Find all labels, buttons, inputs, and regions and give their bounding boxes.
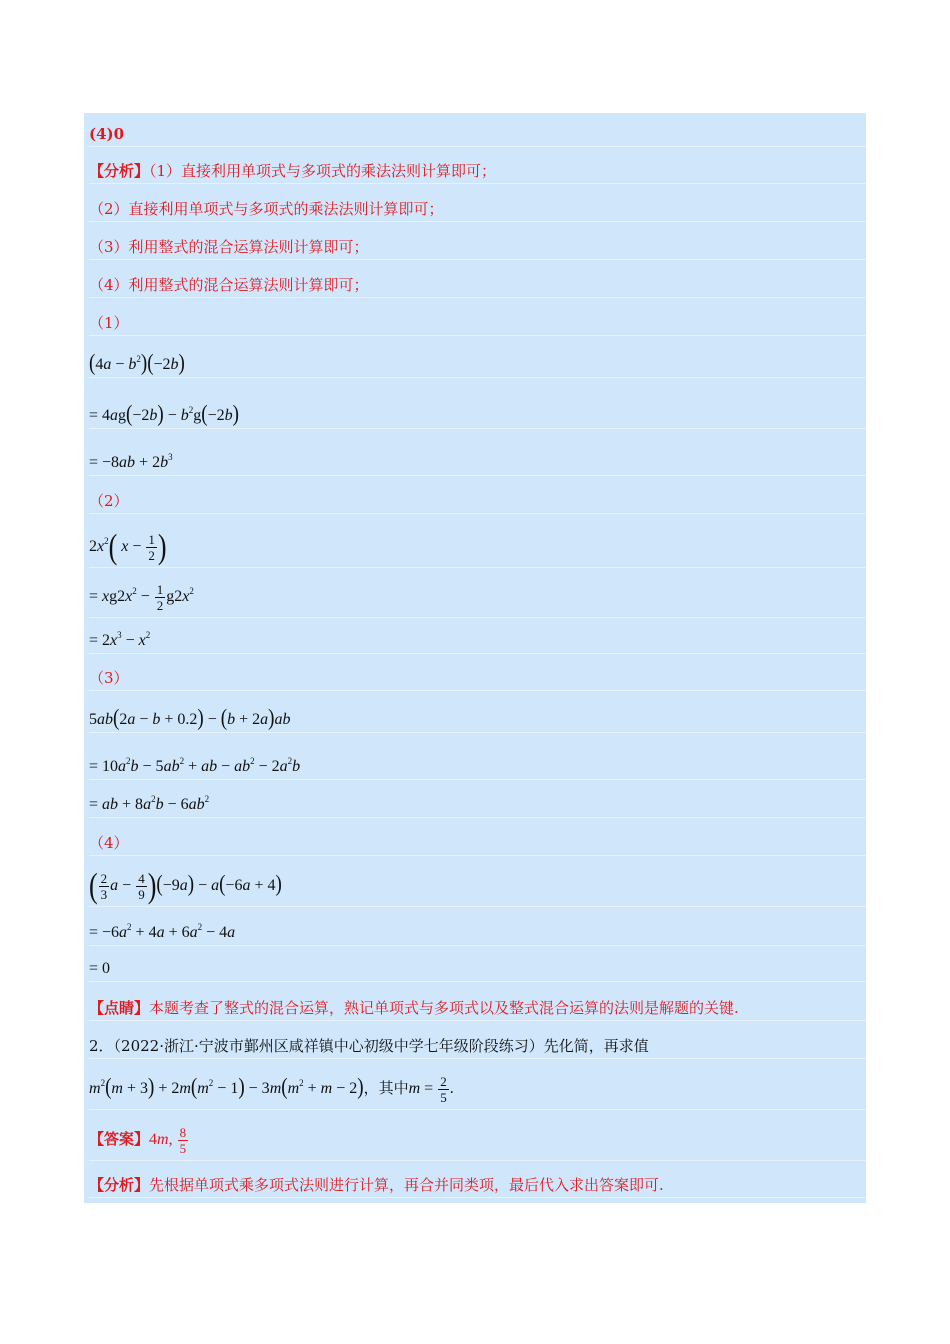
question-2-prefix: 2．（2022·浙江·宁波市鄞州区咸祥镇中心初级中学七年级阶段练习）先化简，再求值 <box>89 1036 866 1059</box>
question-2-expression: $m^2(m + 3) + 2m(m^2 - 1) - 3m(m^2 + m - 2)$，其中m = $\frac{2}{5}$ . <box>89 1070 866 1110</box>
part-2-expression: $2x^2$( x − $\frac{1}{2}$ ) <box>89 529 866 568</box>
part-1-step-1: = $4ag(-2b) - b^2g(-2b)$ <box>89 406 866 429</box>
part-2-step-2: = $2x^3 - x^2$ <box>89 631 866 654</box>
part-3-step-2: = ab + $8a^2b - 6ab^2$ <box>89 795 866 818</box>
analysis-2-tag: 【分析】 <box>89 1176 150 1194</box>
part-3-expression: 5ab(2a − b + 0.2) − (b + 2a)ab <box>89 710 866 733</box>
answer-line: 【答案】4m, $\frac{8}{5}$ <box>89 1121 866 1161</box>
part-3-step-1: = $10a^2b - 5ab^2$ + ab − $ab^2 - 2a^2b$ <box>89 757 866 780</box>
analysis-line-3: （3）利用整式的混合运算法则计算即可； <box>89 237 866 260</box>
solution-panel <box>84 113 866 1203</box>
analysis-tag: 【分析】 <box>89 162 150 180</box>
part-4-step-1: = $-6a^2 + 4a + 6a^2 - 4a$ <box>89 923 866 946</box>
part-2-step-1: = $xg2x^2$ − $\frac{1}{2}$ $g2x^2$ <box>89 579 866 618</box>
part-4-step-2: = 0 <box>89 959 866 982</box>
analysis-line-2: （2）直接利用单项式与多项式的乘法法则计算即可； <box>89 199 866 222</box>
part-1-expression: $(4a - b^2)(-2b)$ <box>89 355 866 378</box>
question-2-where: ，其中 <box>363 1079 409 1097</box>
part-1-label: （1） <box>89 313 866 336</box>
part-4-expression: ( $\frac{2}{3}$ a − $\frac{4}{9}$ )(−9a) − a(−6a + 4) <box>89 868 866 907</box>
comment-text: 本题考查了整式的混合运算，熟记单项式与多项式以及整式混合运算的法则是解题的关键. <box>149 999 739 1017</box>
analysis-line-4: （4）利用整式的混合运算法则计算即可； <box>89 275 866 298</box>
part-4-label: （4） <box>89 833 866 856</box>
comment-line <box>89 998 866 1021</box>
analysis-line-1 <box>89 161 866 184</box>
answer-tag: 【答案】 <box>89 1130 150 1148</box>
analysis-text-1: （1）直接利用单项式与多项式的乘法法则计算即可； <box>149 162 497 180</box>
analysis-2-line <box>89 1175 866 1198</box>
comment-tag: 【点睛】 <box>89 999 150 1017</box>
part-1-step-2: = $-8ab + 2b^3$ <box>89 453 866 476</box>
analysis-2-text: 先根据单项式乘多项式法则进行计算，再合并同类项，最后代入求出答案即可. <box>149 1176 664 1194</box>
part-4-result: (4)0 <box>89 124 866 147</box>
part-3-label: （3） <box>89 668 866 691</box>
part-2-label: （2） <box>89 491 866 514</box>
